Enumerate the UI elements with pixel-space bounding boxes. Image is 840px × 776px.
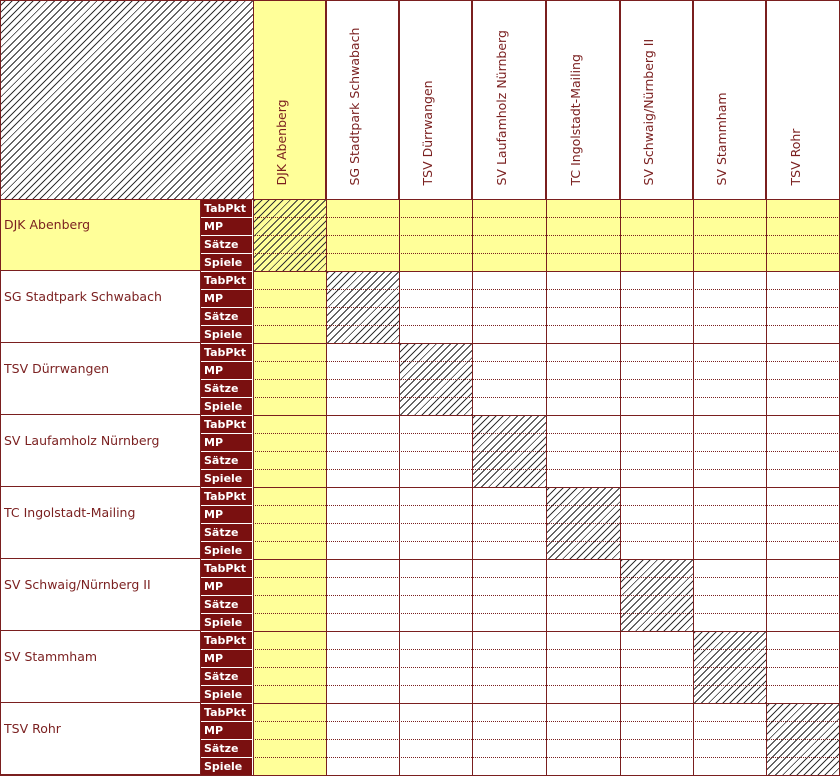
row-label: Spiele (201, 686, 252, 703)
row-label: Spiele (201, 470, 252, 487)
row-label: Spiele (201, 254, 252, 271)
team-row-name (0, 199, 200, 271)
column-header (399, 0, 472, 199)
row-label: MP (201, 218, 252, 235)
row-label: TabPkt (201, 416, 252, 433)
column-header-label: TC Ingolstadt-Mailing (567, 54, 583, 186)
row-label: MP (201, 434, 252, 451)
team-name: SV Laufamholz Nürnberg (4, 433, 160, 448)
column-divider (766, 0, 767, 776)
column-header-label: TSV Dürrwangen (420, 80, 435, 186)
row-label: TabPkt (201, 344, 252, 361)
column-header (472, 0, 546, 199)
corner-hatch (0, 0, 253, 199)
column-divider (399, 0, 400, 776)
column-header-label: SV Laufamholz Nürnberg (493, 30, 509, 186)
column-header-label: SV Schwaig/Nürnberg II (641, 38, 656, 186)
team-name: SG Stadtpark Schwabach (4, 289, 162, 304)
row-label: Sätze (201, 308, 252, 325)
row-label: TabPkt (201, 488, 252, 505)
row-label: MP (201, 722, 252, 739)
column-divider (472, 0, 473, 776)
column-header-label: DJK Abenberg (274, 99, 289, 186)
row-label: Spiele (201, 758, 252, 775)
row-label: Spiele (201, 398, 252, 415)
team-name: TSV Dürrwangen (4, 361, 110, 376)
column-header (326, 0, 399, 199)
row-label: Spiele (201, 614, 252, 631)
row-label: TabPkt (201, 272, 252, 289)
team-row-name (0, 703, 200, 775)
row-label: TabPkt (201, 200, 252, 217)
team-name: DJK Abenberg (4, 217, 91, 232)
row-label: MP (201, 650, 252, 667)
column-header (253, 0, 326, 199)
row-label: Sätze (201, 380, 252, 397)
row-label: Sätze (201, 740, 252, 757)
row-label: MP (201, 362, 252, 379)
column-header-label: TSV Rohr (787, 128, 803, 186)
row-label: MP (201, 578, 252, 595)
column-divider (620, 0, 621, 776)
row-label: Sätze (201, 236, 252, 253)
team-row-name (0, 271, 200, 343)
row-label: Spiele (201, 326, 252, 343)
row-label: Sätze (201, 596, 252, 613)
column-header (766, 0, 840, 199)
column-divider (253, 0, 254, 776)
row-label: Sätze (201, 668, 252, 685)
column-header-label: SV Stammham (714, 92, 729, 186)
team-row-name (0, 343, 200, 415)
column-header (620, 0, 693, 199)
row-label: MP (201, 290, 252, 307)
team-name: SV Schwaig/Nürnberg II (4, 577, 151, 592)
team-name: TC Ingolstadt-Mailing (4, 505, 136, 520)
row-label: TabPkt (201, 560, 252, 577)
column-divider (693, 0, 694, 776)
row-label: MP (201, 506, 252, 523)
team-name: TSV Rohr (4, 721, 61, 736)
row-label: TabPkt (201, 704, 252, 721)
column-header (693, 0, 766, 199)
column-divider (200, 199, 201, 776)
team-row-name (0, 559, 200, 631)
row-label: Sätze (201, 452, 252, 469)
row-label: TabPkt (201, 632, 252, 649)
row-label: Sätze (201, 524, 252, 541)
column-divider (546, 0, 547, 776)
team-row-name (0, 631, 200, 703)
team-name: SV Stammham (4, 649, 98, 664)
header-divider (0, 199, 253, 200)
team-row-name (0, 487, 200, 559)
column-header-label: SG Stadtpark Schwabach (347, 27, 362, 186)
column-header (546, 0, 620, 199)
row-label: Spiele (201, 542, 252, 559)
team-row-name (0, 415, 200, 487)
column-divider (326, 0, 327, 776)
